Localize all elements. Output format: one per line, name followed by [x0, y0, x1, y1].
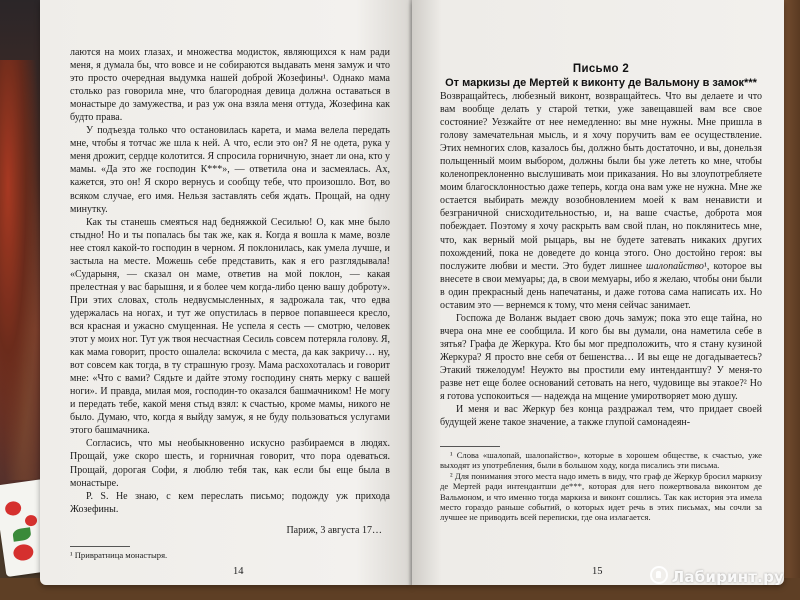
postscript: P. S. Не знаю, с кем переслать письмо; подожду уж прихода Жозефины.	[70, 490, 390, 515]
page-number: 14	[233, 566, 244, 577]
paragraph: Госпожа де Воланж выдает свою дочь замуж; пока это еще тайна, но вчера она мне ее сообщила. И кого бы вы думали, она наметила себе в зятья? Графа де Жеркура. Кто бы мог предположить, что я стану кузиной Жеркура? Я просто вне себя от бешенства… И вы еще не догадываетесь? Этакий тяжелодум! Неужто вы простили ему интендантшу? У меня-то разве нет еще более оснований сетовать на него, чудовище вы этакое?² Но я готова успокоиться — надежда на мщение умиротворяет мою душу.	[440, 312, 762, 403]
bookmark-berry-icon	[12, 543, 34, 562]
footnotes	[440, 450, 762, 523]
paragraph: Возвращайтесь, любезный виконт, возвращайтесь. Что вы делаете и что вам вообще делать у старой тетки, уже завещавшей вам все свое состояние? Уезжайте от нее немедленно: вы мне нужны. Мне пришла в голову замечательная мысль, и я хочу поручить вам ее осуществление. Этих немногих слов, казалось бы, должно быть достаточно, и вы, донельзя польщенный моим выбором, должны были бы уже лететь ко мне, чтобы коленопреклоненно выслушивать мои приказания. Но вы злоупотребляете моим благосклонностью даже теперь, когда она вам уже не нужна. Мне же остается выбирать между возобновлением моей к вам ненависти и безграничной снисходительностью, и, на ваше счастье, доброта моя побеждает. Поэтому я хочу раскрыть вам свой план, но поклянитесь мне, что, как верный мой рыцарь, вы не будете затевать никаких других похождений, пока не доведете до конца этого. Оно достойно героя: вы послужите любви и мести. Это будет лишнее шалопайство¹, которое вы внесете в свои мемуары; да, в свои мемуары, ибо я желаю, чтобы они были в один прекрасный день напечатаны, и даже готова сама написать их. Но оставим это — вернемся к тому, что меня сейчас занимает.	[440, 91, 762, 311]
cover-illustration	[0, 60, 40, 480]
bookmark-leaf-icon	[12, 527, 31, 541]
footnote-rule	[70, 546, 130, 547]
paragraph: У подъезда только что остановилась карета, и мама велела передать мне, чтобы я тотчас же шла к ней. А что, если это он? Я не одета, рука у меня дрожит, сердце колотится. Я спросила горничную, знает ли она, кто у мамы. «Да это же господин К***», — ответила она и засмеялась. Ах, кажется, это он! Я скоро вернусь и сообщу тебе, что произошло. Вот, во всяком случае, его имя. Нельзя заставлять себя ждать. Прощай, на одну минутку.	[70, 125, 390, 215]
right-page-body	[440, 90, 762, 429]
letter-date: Париж, 3 августа 17…	[286, 524, 382, 536]
footnote: ² Для понимания этого места надо иметь в виду, что граф де Жеркур бросил маркизу де Мертей ради интендантши де***, которая для него пожертвовала виконтом де Вальмоном, и что именно тогда маркиза и виконт сошлись. Так как история эта имела место гораздо раньше событий, о которых идет речь в этих письмах, мы сочли за лучшее не приводить всей переписки, где она излагается.	[440, 470, 762, 523]
letter-subtitle: От маркизы де Мертей к виконту де Вальмону в замок***	[445, 77, 757, 89]
footnote: ¹ Привратница монастыря.	[70, 550, 168, 560]
left-page	[40, 0, 412, 585]
paragraph: Как ты станешь смеяться над бедняжкой Сесилью! О, как мне было стыдно! Но и ты попалась бы так же, как я. Когда я вошла к маме, возле нее стоял какой-то господин в черном. Я поклонилась, как умела лучше, и застыла на месте. Можешь себе представить, как я его разглядывала! «Сударыня, — сказал он маме, ответив на мой поклон, — какая прелестная у вас барышня, и я более чем когда-либо ценю вашу доброту». При этих словах, столь недвусмысленных, я задрожала так, что едва удержалась на ногах, и тут же опустилась в первое попавшееся кресло, вся красная и ужасно смущенная. Не успела я сесть — смотрю, человек этот у моих ног. Тут уж твоя несчастная Сесиль совсем потеряла голову. Я, как мама говорит, просто ошалела: вскочила с места, да как закричу… ну, вот совсем как тогда, в ту страшную грозу. Мама расхохоталась и говорит мне: «Что с вами? Сядьте и дайте этому господину снять мерку с вашей ноги». И правда, милая моя, господин-то оказался башмачником! Не могу и передать тебе, какой меня стыд взял: к счастью, кроме мамы, никого не было. Думаю, что, когда я выйду замуж, я не буду пользоваться услугами этого башмачника.	[70, 216, 390, 437]
letter-heading	[440, 63, 762, 89]
footnote-rule	[440, 446, 500, 447]
left-page-body	[70, 46, 390, 537]
watermark-text: Лабиринт.ру	[671, 568, 784, 586]
paragraph: И меня и вас Жеркур без конца раздражал тем, что придает своей будущей жене такое значение, а также глупой самонадеян-	[440, 404, 762, 429]
paragraph: лаются на моих глазах, и множества модисток, являющихся к нам ради меня, я думала бы, что вовсе и не собираются выдавать меня замуж и что это просто очередная выдумка нашей доброй Жозефины¹. Однако мама столько раз говорила мне, что благородная девица должна оставаться в монастыре до замужества, и раз уж она взяла меня оттуда, Жозефина как будто права.	[70, 47, 390, 124]
letter-title: Письмо 2	[572, 63, 630, 75]
footnote: ¹ Слова «шалопай, шалопайство», которые в хорошем обществе, к счастью, уже выходят из употребления, были в большом ходу, когда писались эти письма.	[440, 450, 762, 471]
bookmark-berry-icon	[4, 500, 22, 516]
bookmark-berry-icon	[24, 514, 37, 527]
labirint-logo-icon	[650, 566, 668, 584]
right-page	[412, 0, 784, 585]
paragraph: Согласись, что мы необыкновенно искусно разбираемся в людях. Прощай, уже скоро шесть, и горничная говорит, что пора одеваться. Прощай, дорогая Софи, я люблю тебя так, как если бы еще была в монастыре.	[70, 438, 390, 489]
page-number: 15	[592, 566, 603, 577]
watermark	[650, 566, 784, 586]
